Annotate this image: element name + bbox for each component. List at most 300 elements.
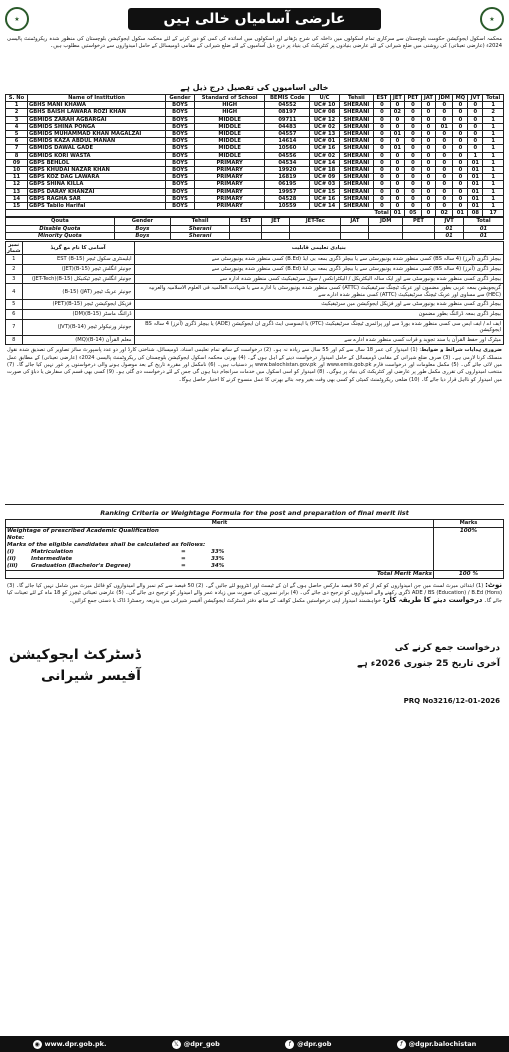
table-cell: 0 [421, 145, 435, 152]
table-cell: MIDDLE [195, 123, 265, 130]
table-cell: HIGH [195, 109, 265, 116]
instructions-text: (1) امیدوار کی عمر 18 سال سے کم اور 55 سال سے زیادہ نہ ہو۔ (2) درخواست کے ساتھ تمام تعلیمی اسناد، ڈومیسائل، شناختی کارڈ اور دو عدد پاسپورٹ سائز تصاویر کی تصدیق شدہ نقول منسلک کرنا لازمی ہے۔ (3) صرف ضلع شیرانی کے مقامی ڈومیسائل کے حامل امیدوار درخواست دینے کے اہل ہوں گے۔ (4) بھرتی محکمہ اسکول ایجوکیشن بلوچستان کی ریکروٹمنٹ پالیسی 2024ء (عارضی تعیناتی) کے مطابق عمل میں لائی جائے گی۔ (5) مکمل معلومات اور درخواست فارم www.emis.gob.pk اور www.balochistan.gov.pk پر دستیاب ہیں۔ (6) نامکمل اور مقررہ تاریخ کے بعد موصول ہونے والی درخواستوں پر غور نہیں کیا جائے گا۔ (7) منتخب امیدواروں کی تقرری مکمل طور پر عارضی اور کنٹریکٹ کی بنیاد پر ہوگی۔ (8) امیدوار کو اسی اسکول میں خدمات سرانجام دینا ہوں گی جس کے لئے درخواست دی گئی ہو۔ (9) کسی بھی قسم کی سفارش یا دباؤ کی صورت میں امیدوار کو نااہل قرار دیا جائے گا۔ (10) ضلعی ریکروٹمنٹ کمیٹی کو کسی بھی وقت بغیر وجہ بتائے بھرتی کا عمل منسوخ کرنے کا اختیار حاصل ہوگا۔ [7, 347, 502, 383]
table-cell: Minority Quota [6, 232, 115, 239]
posts-qualification-table [5, 241, 504, 345]
table-row [6, 225, 504, 232]
column-header: نمبر شمار [7, 242, 21, 255]
column-header: Gender [165, 95, 194, 102]
table-cell: 0 [374, 131, 391, 138]
table-cell: MIDDLE [195, 145, 265, 152]
table-cell: UC# 12 [310, 116, 339, 123]
table-cell: 01 [468, 203, 483, 210]
total-cell: 0 [421, 210, 435, 217]
post-number: 6 [6, 310, 23, 320]
post-number: 1 [6, 255, 23, 265]
table-cell: 09 [6, 159, 28, 166]
table-cell: 1 [468, 152, 483, 159]
table-cell: BOYS [165, 167, 194, 174]
table-cell: 8 [6, 152, 28, 159]
table-cell: 10559 [265, 203, 310, 210]
column-header: آسامی کا نام مع گریڈ [22, 242, 134, 255]
column-header: Gender [114, 218, 170, 225]
table-cell: Sherani [171, 225, 230, 232]
table-cell: 0 [436, 167, 453, 174]
total-cell: 08 [468, 210, 483, 217]
facebook-icon: f [397, 1040, 406, 1049]
table-cell: 04528 [265, 195, 310, 202]
column-header: JAT [421, 95, 435, 102]
table-cell: BOYS [165, 174, 194, 181]
table-cell: 04552 [265, 102, 310, 109]
table-cell: 0 [405, 167, 422, 174]
criteria-value: 33% [211, 548, 225, 555]
total-cell: 17 [483, 210, 504, 217]
table-cell: 08197 [265, 109, 310, 116]
table-cell: 0 [421, 203, 435, 210]
table-cell: 0 [390, 167, 404, 174]
table-cell: 0 [436, 174, 453, 181]
table-cell: MIDDLE [195, 152, 265, 159]
footer-facebook-2[interactable] [397, 1040, 477, 1049]
table-row [6, 159, 504, 166]
table-cell: 01 [390, 145, 404, 152]
table-cell: BOYS [165, 109, 194, 116]
post-qualification: میٹرک اور حفظ القرآن یا سند تجوید و قرات کسی منظور شدہ ادارے سے [134, 335, 503, 345]
criteria-roman: (iii) [7, 562, 18, 569]
table-cell: 1 [483, 174, 504, 181]
table-cell: 0 [390, 116, 404, 123]
table-cell: 0 [405, 159, 422, 166]
table-cell: 0 [468, 102, 483, 109]
table-cell: PRIMARY [195, 167, 265, 174]
table-cell: 12 [6, 181, 28, 188]
vacancies-table [5, 94, 504, 217]
table-cell: 2 [483, 109, 504, 116]
selection-notes-text: (1) ابتدائی میرٹ لسٹ میں جن امیدواروں کو کم از کم 50 فیصد مارکس حاصل ہوں گے ان کے ٹیسٹ اور انٹرویو لئے جائیں گے۔ (2) 50 فیصد سے کم نمبر والے امیدواروں کو فائنل میرٹ میں شامل نہیں کیا جائے گا۔ (3) ADE / BS (Education) / B.Ed (Hons) ڈگری رکھنے والے امیدواروں کو ترجیح دی جائے گی۔ (4) برابر نمبروں کی صورت میں زیادہ عمر والے امیدوار کو ترجیح دی جائے گی۔ (5) عارضی تعیناتی ٹیچرز کو 18 ماہ کے لئے تعینات کیا جائے گا۔ [7, 582, 502, 605]
table-cell: BOYS [165, 102, 194, 109]
table-cell: 11 [6, 174, 28, 181]
table-cell [290, 225, 341, 232]
table-cell: GBMIDS MUHAMMAD KHAN MAGALZAI [28, 131, 166, 138]
footer-website[interactable] [33, 1040, 107, 1049]
table-cell: SHERANI [339, 181, 374, 188]
post-title: جونیئر انگلش ٹیچر ٹیکنیکل (B-15)(JET-Tech) [22, 274, 134, 284]
post-number: 8 [6, 335, 23, 345]
table-row [6, 102, 504, 109]
table-cell: SHERANI [339, 195, 374, 202]
table-cell: GBMIDS KAZA ABDUL MANAN [28, 138, 166, 145]
table-cell: 1 [483, 131, 504, 138]
post-title: ایلیمنٹری سکول ٹیچر (EST (B-15 [22, 255, 134, 265]
footer-facebook[interactable] [285, 1040, 331, 1049]
table-cell: GBPS DARAY KHANZAI [28, 188, 166, 195]
merit-details [6, 527, 434, 570]
table-cell: BOYS [165, 203, 194, 210]
table-cell: BOYS [165, 131, 194, 138]
table-cell: 0 [374, 195, 391, 202]
table-cell [341, 232, 369, 239]
weightage-value: 100% [434, 527, 504, 570]
post-title: فزیکل ایجوکیشن ٹیچر (B-15)(PET) [22, 300, 134, 310]
table-cell: 04556 [265, 152, 310, 159]
table-cell: 0 [421, 152, 435, 159]
column-header: بنیادی تعلیمی قابلیت [134, 242, 503, 255]
table-cell: 01 [435, 232, 464, 239]
column-header: U/C [310, 95, 339, 102]
table-cell [230, 232, 262, 239]
table-row [6, 274, 504, 284]
criteria-list [7, 549, 432, 570]
weightage-label: Weightage of prescribed Academic Qualification [7, 527, 159, 534]
table-cell [369, 232, 402, 239]
table-cell: 0 [405, 145, 422, 152]
table-row [6, 335, 504, 345]
table-cell: 2 [6, 109, 28, 116]
total-cell: 02 [436, 210, 453, 217]
table-cell: 01 [468, 167, 483, 174]
table-cell [341, 225, 369, 232]
table-cell: 0 [405, 181, 422, 188]
criteria-row [7, 556, 432, 563]
table-cell: MIDDLE [195, 138, 265, 145]
table-cell: 0 [436, 131, 453, 138]
table-cell: 0 [390, 195, 404, 202]
column-header: JVT [435, 218, 464, 225]
table-cell: 0 [421, 195, 435, 202]
table-row [6, 116, 504, 123]
table-cell: SHERANI [339, 188, 374, 195]
table-cell: 0 [390, 102, 404, 109]
table-cell: 0 [390, 152, 404, 159]
table-cell: 04557 [265, 131, 310, 138]
table-cell: 0 [436, 181, 453, 188]
apply-label: درخواست جمع کرنے کی [394, 642, 500, 653]
table-cell: 0 [405, 102, 422, 109]
column-header: Name of Institution [28, 95, 166, 102]
table-cell: PRIMARY [195, 188, 265, 195]
post-qualification: بیچلر ڈگری (آنرز) (4 سالہ BS) کسی منظور شدہ یونیورسٹی سے یا بیچلر ڈگری بمعہ بی ایڈ (B.Ed) کسی منظور شدہ یونیورسٹی سے [134, 255, 503, 265]
table-cell: UC# 13 [310, 131, 339, 138]
post-qualification: بیچلر ڈگری کسی منظور شدہ یونیورسٹی سے اور فزیکل ایجوکیشن میں سرٹیفیکیٹ [134, 300, 503, 310]
table-cell: UC# 16 [310, 145, 339, 152]
column-header: JET [262, 218, 290, 225]
table-row [6, 310, 504, 320]
table-row [6, 131, 504, 138]
table-cell: 0 [436, 145, 453, 152]
criteria-value: 33% [211, 555, 225, 562]
table-cell: 01 [468, 174, 483, 181]
table-cell: SHERANI [339, 123, 374, 130]
table-cell [402, 232, 434, 239]
table-cell: GBPS RAGHA SAR [28, 195, 166, 202]
table-cell: UC# 18 [310, 167, 339, 174]
table-cell [369, 225, 402, 232]
table-cell: 0 [468, 145, 483, 152]
office-line-2: آفیسر شیرانی [40, 667, 141, 684]
facebook-icon: f [285, 1040, 294, 1049]
facebook2-text: @dgpr.balochistan [408, 1040, 477, 1048]
column-header: Standard of School [195, 95, 265, 102]
table-cell: 1 [483, 116, 504, 123]
table-row [6, 203, 504, 210]
table-cell [402, 225, 434, 232]
table-cell: Disable Quota [6, 225, 115, 232]
post-title: جونیئر ورنیکولر ٹیچر (B-14)(JVT) [22, 319, 134, 335]
criteria-eq: = [181, 555, 186, 562]
table-cell: BOYS [165, 188, 194, 195]
table-cell: 1 [6, 102, 28, 109]
table-cell: 0 [405, 123, 422, 130]
table-cell: UC# 03 [310, 181, 339, 188]
table-cell: 0 [468, 138, 483, 145]
table-cell: 0 [468, 123, 483, 130]
table-cell: 0 [405, 109, 422, 116]
table-cell: 0 [374, 174, 391, 181]
table-cell: 01 [464, 232, 504, 239]
column-header: JDM [436, 95, 453, 102]
table-cell: 0 [453, 116, 468, 123]
table-cell: 0 [405, 116, 422, 123]
table-cell: UC# 14 [310, 203, 339, 210]
table-row [6, 138, 504, 145]
column-header: Tehsil [339, 95, 374, 102]
table-cell: 0 [405, 203, 422, 210]
table-cell: 13 [6, 188, 28, 195]
table-cell: 0 [436, 159, 453, 166]
table-cell: 0 [436, 102, 453, 109]
column-header: EST [230, 218, 262, 225]
table-cell: BOYS [165, 145, 194, 152]
table-cell: 1 [483, 188, 504, 195]
criteria-roman: (i) [7, 548, 15, 555]
table-row [6, 123, 504, 130]
table-cell: 0 [390, 138, 404, 145]
criteria-name: Intermediate [31, 555, 73, 562]
globe-icon: ◉ [34, 1040, 40, 1048]
table-cell: 0 [421, 116, 435, 123]
column-header: MQ [453, 95, 468, 102]
table-cell: 02 [390, 109, 404, 116]
table-cell: 0 [421, 109, 435, 116]
table-cell: BOYS [165, 195, 194, 202]
website-text: www.dpr.gob.pk. [44, 1040, 107, 1048]
table-cell: UC# 15 [310, 188, 339, 195]
table-cell: 0 [405, 131, 422, 138]
post-qualification: گریجویشن بمعہ عربی بطور مضمون اور عربک ٹیچنگ سرٹیفیکیٹ (ATTC) کسی منظور شدہ یونیورسٹی یا ادارے سے یا شہادت العالمیہ فی العلوم الاسلامیہ والعربیہ (HEC) سے مساوی اور عربک ٹیچنگ سرٹیفیکیٹ (ATTC) کسی منظور شدہ ادارے سے [134, 284, 503, 300]
column-header: JET [390, 95, 404, 102]
table-cell: 7 [6, 145, 28, 152]
table-cell: 1 [483, 138, 504, 145]
table-cell: GBMIDS SHINA PONGA [28, 123, 166, 130]
table-cell: UC# 09 [310, 174, 339, 181]
table-cell: 0 [421, 181, 435, 188]
table-cell: BOYS [165, 181, 194, 188]
table-cell: 0 [374, 109, 391, 116]
apply-method-text: خواہشمند امیدوار اپنی درخواستیں مکمل کوائف کے ساتھ دفتر ڈسٹرکٹ ایجوکیشن آفیسر شیرانی میں بذریعہ رجسٹرڈ ڈاک یا دستی جمع کرائیں۔ [69, 598, 382, 605]
table-cell: 0 [390, 181, 404, 188]
table-cell: Boys [114, 232, 170, 239]
total-cell: 01 [390, 210, 404, 217]
total-cell: 01 [453, 210, 468, 217]
criteria-roman: (ii) [7, 555, 16, 562]
table-cell: Sherani [171, 232, 230, 239]
total-cell: 05 [405, 210, 422, 217]
table-cell: 0 [468, 116, 483, 123]
table-cell: 1 [483, 203, 504, 210]
table-cell: 04483 [265, 123, 310, 130]
column-header: S. No [6, 95, 28, 102]
table-cell: PRIMARY [195, 195, 265, 202]
criteria-row [7, 549, 432, 556]
table-cell: GBPS KOZ DAG LAWARA [28, 174, 166, 181]
table-cell: UC# 14 [310, 159, 339, 166]
table-cell: SHERANI [339, 116, 374, 123]
post-title: جونیئر عربک ٹیچر (JAT) (B-15) [22, 284, 134, 300]
table-cell: UC# 10 [310, 102, 339, 109]
column-header: JET-Tec [290, 218, 341, 225]
table-cell: 0 [453, 195, 468, 202]
page-title: عارضی آسامیاں خالی ہیں [128, 8, 382, 30]
table-cell: SHERANI [339, 174, 374, 181]
table-cell: 6 [6, 138, 28, 145]
table-cell: UC# 02 [310, 123, 339, 130]
deadline-text: آخری تاریخ 25 جنوری 2026ء ہے [357, 658, 500, 669]
table-cell: 0 [421, 174, 435, 181]
table-cell: 0 [421, 159, 435, 166]
table-cell: 1 [483, 123, 504, 130]
table-cell: 0 [453, 138, 468, 145]
table-cell: 1 [483, 159, 504, 166]
table-cell: 0 [453, 123, 468, 130]
table-cell: 0 [421, 138, 435, 145]
footer-twitter[interactable] [172, 1040, 220, 1049]
table-cell: PRIMARY [195, 203, 265, 210]
post-qualification: بیچلر ڈگری کسی منظور شدہ یونیورسٹی سے اور ایک سالہ الیکٹریکل / الیکٹرانکس / سول سرٹیفیکیٹ کسی منظور شدہ ادارہ سے [134, 274, 503, 284]
table-cell: BOYS [165, 159, 194, 166]
totals-label: Total [6, 210, 391, 217]
table-cell: GBPS BEHLOL [28, 159, 166, 166]
table-cell: 0 [374, 188, 391, 195]
criteria-value: 34% [211, 562, 225, 569]
marks-header: Marks [434, 520, 504, 527]
table-cell: SHERANI [339, 152, 374, 159]
column-header: Qouta [6, 218, 115, 225]
table-cell: 01 [436, 123, 453, 130]
table-cell: 1 [483, 145, 504, 152]
table-cell: BOYS [165, 138, 194, 145]
note-label: Note: [7, 534, 25, 541]
table-cell: 0 [436, 152, 453, 159]
table-cell: SHERANI [339, 145, 374, 152]
table-cell: 14 [6, 195, 28, 202]
selection-notes-heading: نوٹ: [485, 580, 502, 589]
table-cell: GBMIDS ZARAH AGBARGAI [28, 116, 166, 123]
table-row [6, 174, 504, 181]
table-cell [262, 225, 290, 232]
table-cell: 01 [468, 195, 483, 202]
table-cell: GBPS SHINA KILLA [28, 181, 166, 188]
table-cell: 0 [374, 123, 391, 130]
table-cell: GBPS Tabilo Harifal [28, 203, 166, 210]
post-number: 7 [6, 319, 23, 335]
table-row [6, 152, 504, 159]
table-row [6, 195, 504, 202]
table-cell: 04534 [265, 159, 310, 166]
table-cell: 0 [453, 131, 468, 138]
table-cell: PRIMARY [195, 174, 265, 181]
merit-table [5, 519, 504, 578]
total-merit-value: 100 % [434, 570, 504, 578]
table-cell: 0 [390, 188, 404, 195]
table-cell: SHERANI [339, 203, 374, 210]
table-cell: GBHS BAISH LAWARA ROZI KHAN [28, 109, 166, 116]
table-cell: PRIMARY [195, 159, 265, 166]
criteria-name: Graduation (Bachelor's Degree) [31, 562, 131, 569]
table-cell: 01 [468, 181, 483, 188]
table-cell: UC# 01 [310, 138, 339, 145]
column-header: Total [483, 95, 504, 102]
issuing-office [9, 643, 141, 685]
table-cell: 0 [421, 123, 435, 130]
table-row [6, 300, 504, 310]
table-cell: 4 [6, 123, 28, 130]
prq-number: PRQ No3216/12-01-2026 [403, 696, 500, 705]
table-cell: 10560 [265, 145, 310, 152]
criteria-name: Matriculation [31, 548, 74, 555]
table-cell: SHERANI [339, 159, 374, 166]
table-cell: 0 [453, 188, 468, 195]
table-cell: GBMIDS KORI WASTA [28, 152, 166, 159]
column-header: Tehsil [171, 218, 230, 225]
quota-table [5, 217, 504, 240]
twitter-text: @dpr_gob [183, 1040, 220, 1048]
table-cell: GBPS KHUDAI NAZAR KHAN [28, 167, 166, 174]
table-cell: UC# 16 [310, 195, 339, 202]
table-cell: 09711 [265, 116, 310, 123]
column-header: BEMIS Code [265, 95, 310, 102]
table-cell: 3 [6, 116, 28, 123]
table-cell [262, 232, 290, 239]
table-cell: GBHS MANI KHAWA [28, 102, 166, 109]
table-cell: 0 [374, 167, 391, 174]
table-cell: PRIMARY [195, 181, 265, 188]
table-row [6, 188, 504, 195]
table-cell: 0 [405, 188, 422, 195]
table-cell: 0 [374, 145, 391, 152]
table-cell: 0 [453, 181, 468, 188]
table-cell: 0 [436, 116, 453, 123]
table-cell: BOYS [165, 152, 194, 159]
table-cell: 19957 [265, 188, 310, 195]
table-cell: 01 [464, 225, 504, 232]
table-cell: SHERANI [339, 102, 374, 109]
table-cell: MIDDLE [195, 131, 265, 138]
table-cell: 01 [468, 188, 483, 195]
column-header: JAT [341, 218, 369, 225]
table-cell: 19920 [265, 167, 310, 174]
table-cell: 0 [405, 195, 422, 202]
column-header: PET [405, 95, 422, 102]
office-line-1: ڈسٹرکٹ ایجوکیشن [9, 646, 141, 663]
table-cell: 0 [453, 174, 468, 181]
table-cell: 0 [374, 181, 391, 188]
table-cell: 0 [436, 203, 453, 210]
post-number: 2 [6, 265, 23, 275]
table-cell: 0 [453, 159, 468, 166]
post-number: 4 [6, 284, 23, 300]
table-cell: 0 [390, 123, 404, 130]
table-cell: 0 [390, 159, 404, 166]
